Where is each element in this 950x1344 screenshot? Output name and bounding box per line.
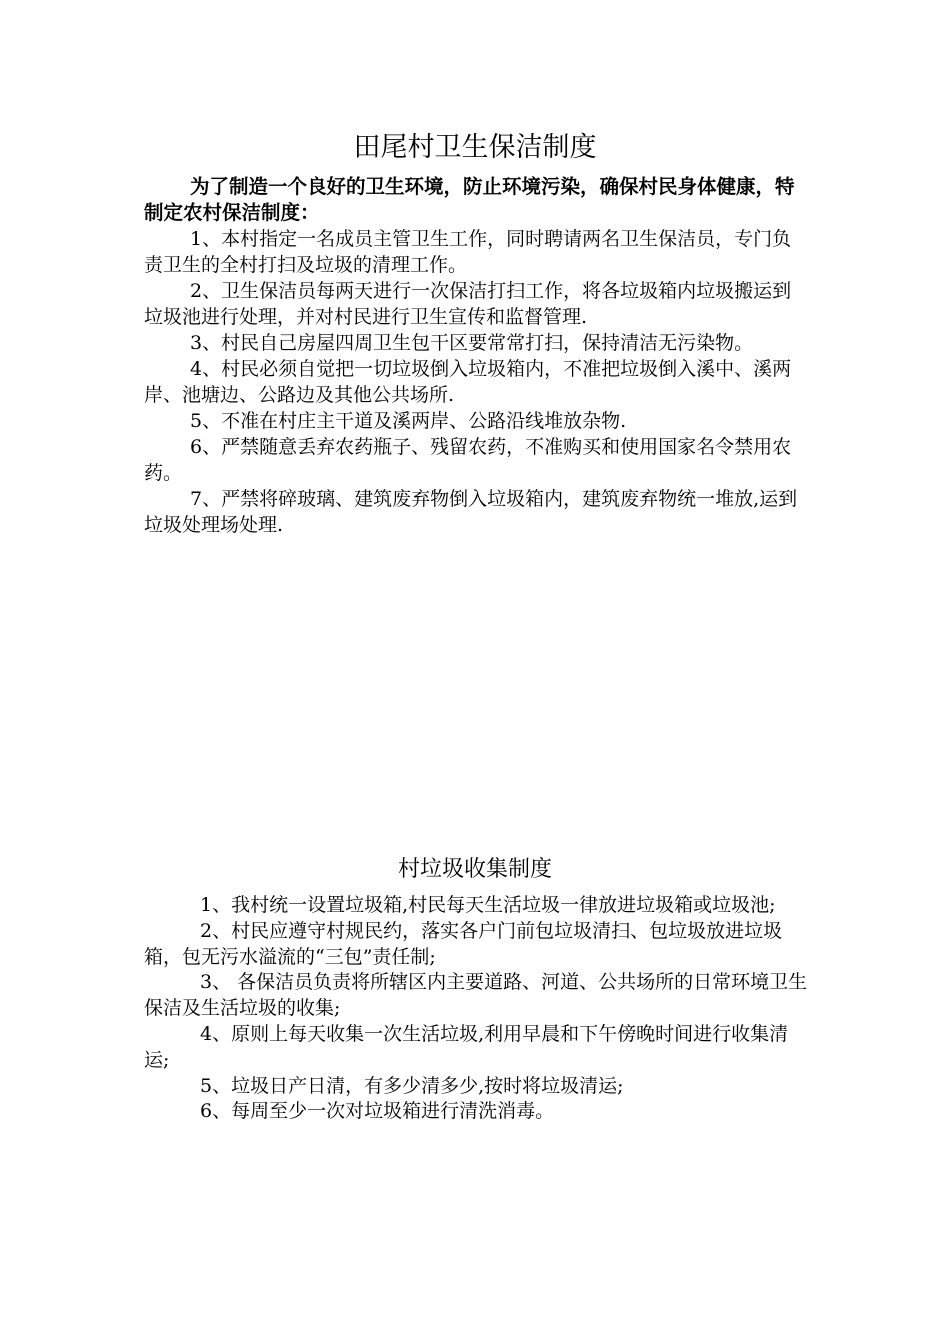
garbage-collection-body xyxy=(144,893,810,1125)
sanitation-rule-4: 4、村民必须自觉把一切垃圾倒入垃圾箱内，不准把垃圾倒入溪中、溪两岸、池塘边、公路边及其他公共场所. xyxy=(144,358,792,406)
sanitation-rules-body xyxy=(144,174,810,538)
sanitation-rule-5: 5、不准在村庄主干道及溪两岸、公路沿线堆放杂物. xyxy=(190,410,627,432)
sanitation-rule-1: 1、本村指定一名成员主管卫生工作，同时聘请两名卫生保洁员，专门负责卫生的全村打扫及垃圾的清理工作。 xyxy=(144,228,792,276)
sanitation-rules-intro: 为了制造一个良好的卫生环境，防止环境污染，确保村民身体健康，特制定农村保洁制度： xyxy=(144,175,795,224)
sanitation-rule-3: 3、村民自己房屋四周卫生包干区要常常打扫，保持清洁无污染物。 xyxy=(190,332,754,354)
collection-rule-1: 1、我村统一设置垃圾箱,村民每天生活垃圾一律放进垃圾箱或垃圾池; xyxy=(200,894,776,916)
sanitation-rule-7: 7、严禁将碎玻璃、建筑废弃物倒入垃圾箱内，建筑废弃物统一堆放,运到垃圾处理场处理. xyxy=(144,488,798,536)
sanitation-rule-6: 6、严禁随意丢弃农药瓶子、残留农药，不准购买和使用国家名令禁用农药。 xyxy=(144,436,792,484)
sanitation-rule-2: 2、卫生保洁员每两天进行一次保洁打扫工作，将各垃圾箱内垃圾搬运到垃圾池进行处理，并对村民进行卫生宣传和监督管理. xyxy=(144,280,792,328)
garbage-collection-title: 村垃圾收集制度 xyxy=(397,857,552,882)
collection-rule-5: 5、垃圾日产日清，有多少清多少,按时将垃圾清运; xyxy=(200,1074,624,1097)
collection-rule-4: 4、原则上每天收集一次生活垃圾,利用早晨和下午傍晚时间进行收集清运; xyxy=(144,1022,789,1071)
collection-rule-2: 2、村民应遵守村规民约，落实各户门前包垃圾清扫、包垃圾放进垃圾箱，包无污水溢流的“三包”责任制; xyxy=(144,919,783,968)
collection-rule-3: 3、 各保洁员负责将所辖区内主要道路、河道、公共场所的日常环境卫生保洁及生活垃圾的收集; xyxy=(144,971,808,1020)
sanitation-rules-title: 田尾村卫生保洁制度 xyxy=(353,132,597,163)
collection-rule-6: 6、每周至少一次对垃圾箱进行清洗消毒。 xyxy=(200,1100,555,1123)
